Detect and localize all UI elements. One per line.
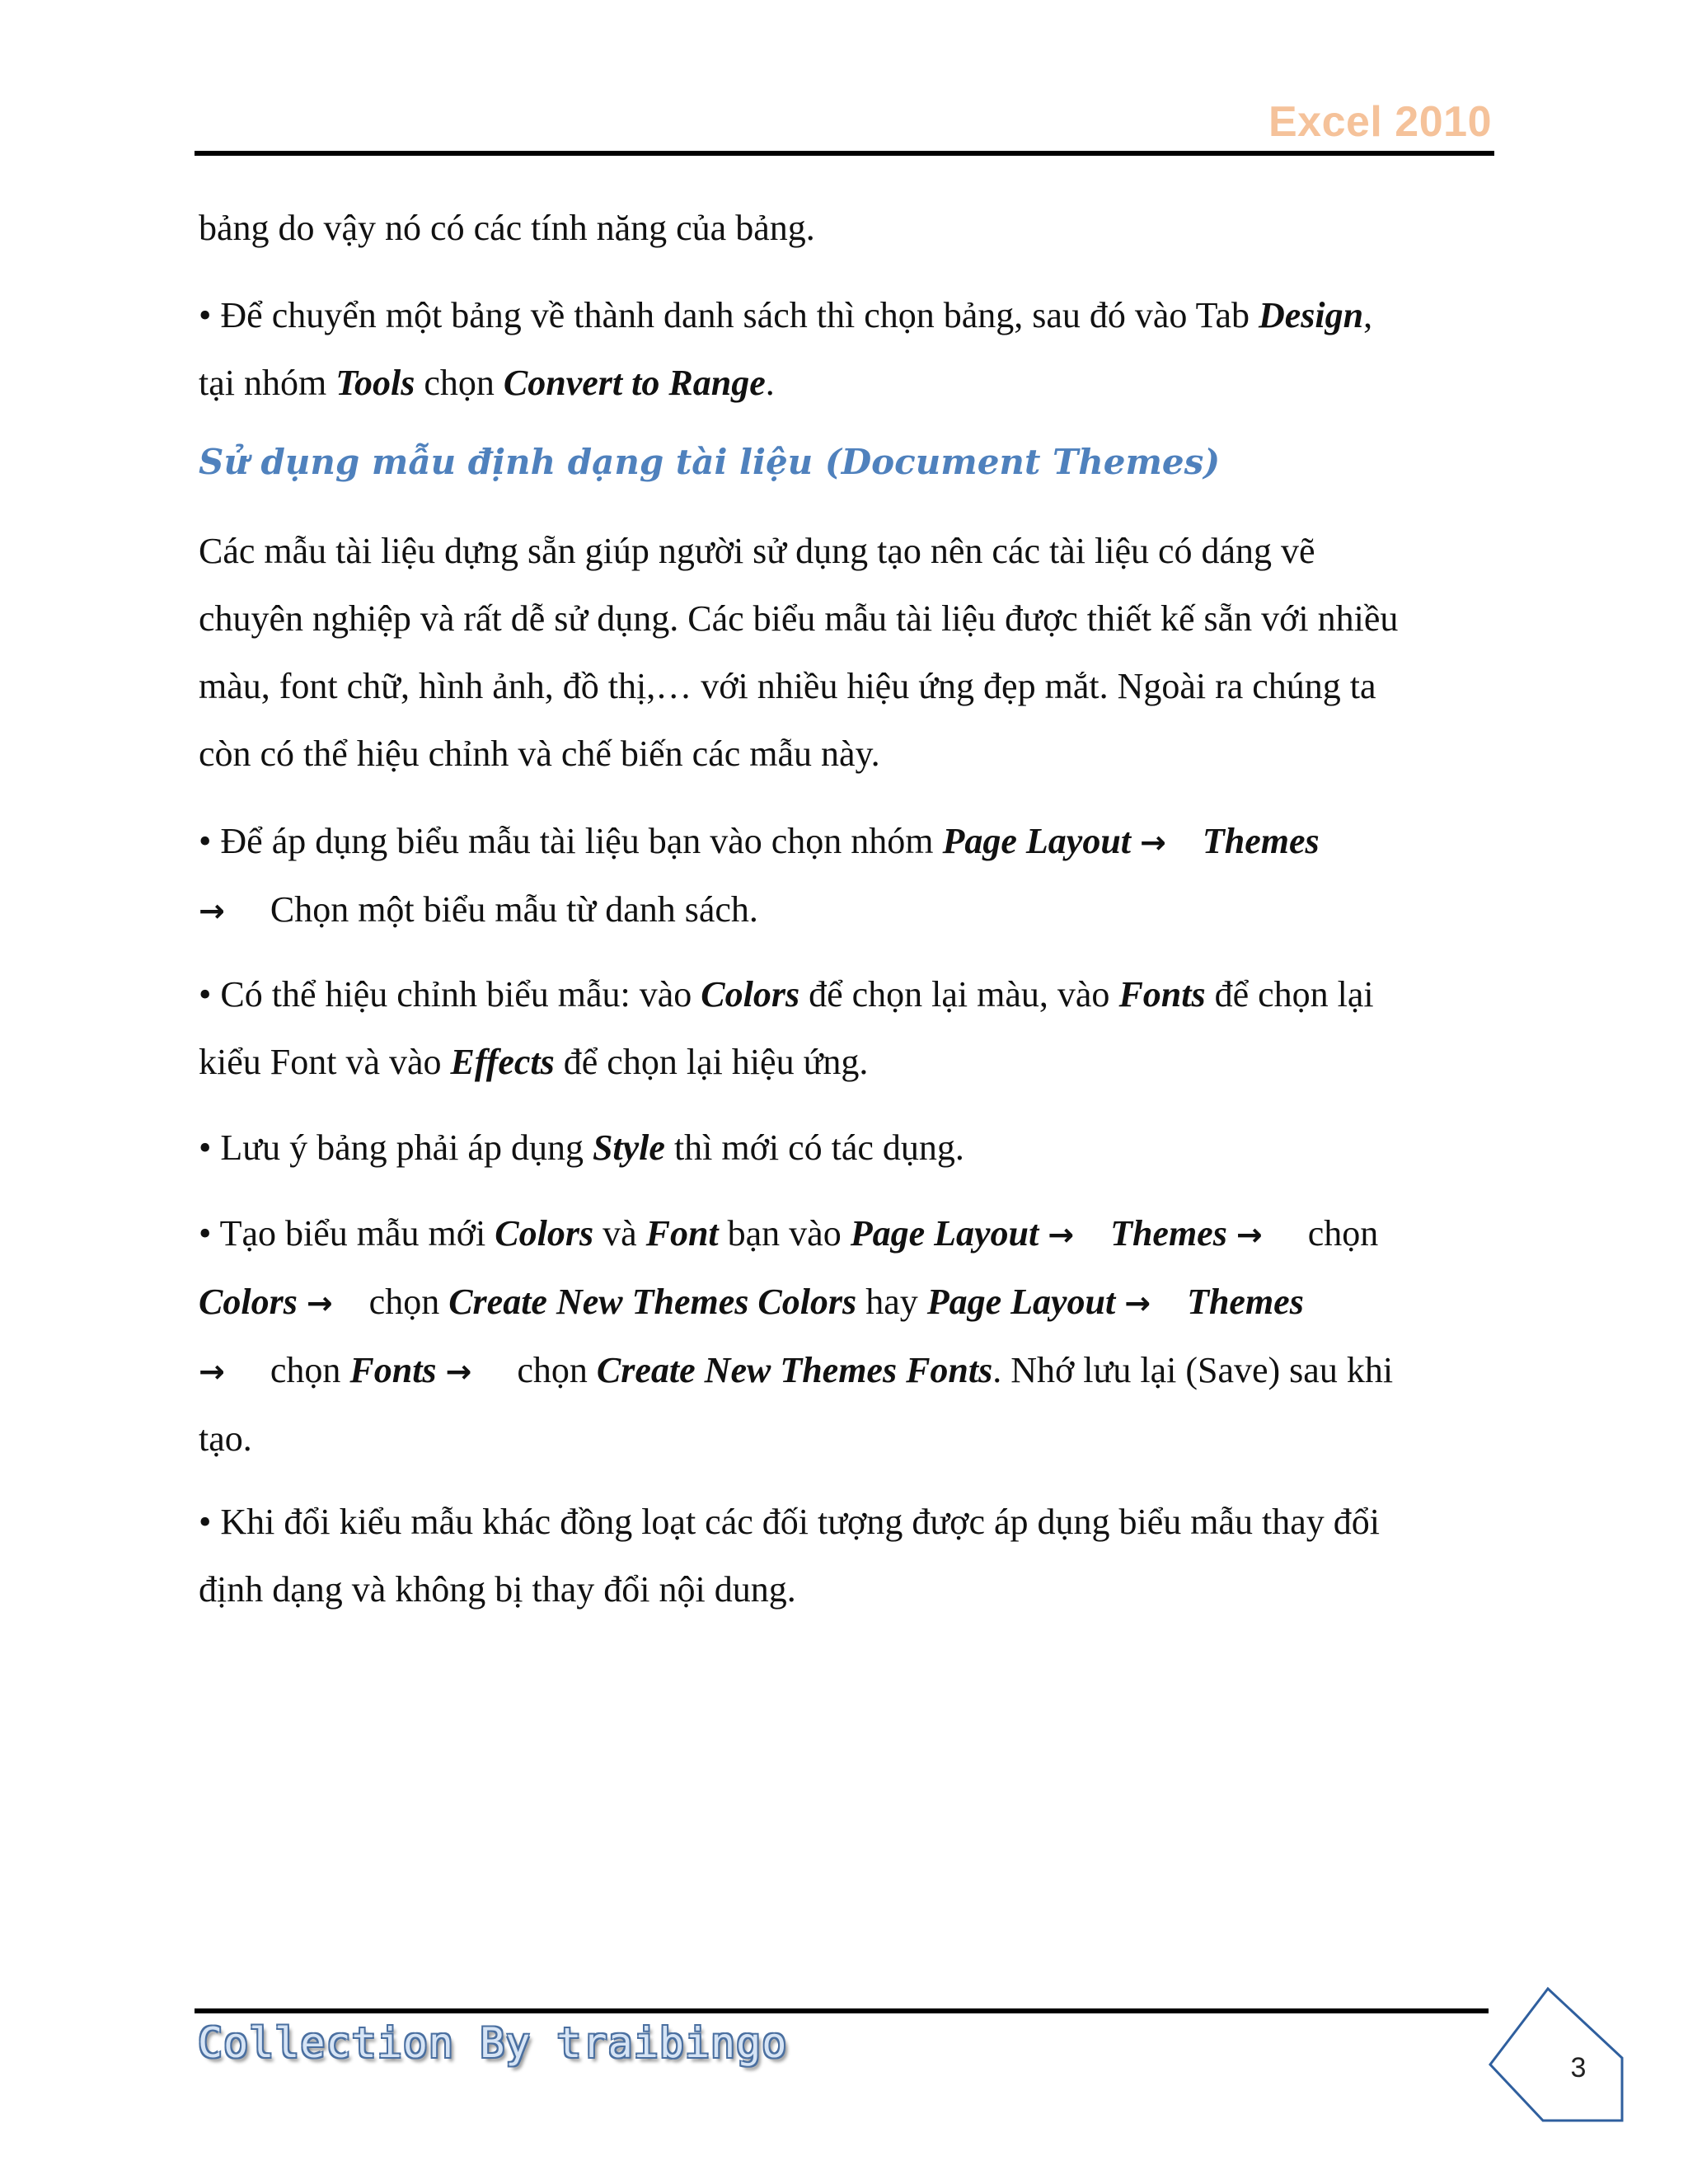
text-run: và [593,1213,646,1254]
emphasis-tools: Tools [335,363,415,403]
emphasis-convert-to-range: Convert to Range [503,363,766,403]
paragraph-apply-theme [199,808,1501,944]
arrow-right-icon: → [445,1353,472,1390]
emphasis-themes: Themes [1187,1282,1304,1322]
arrow-right-icon: → [199,893,225,929]
emphasis-font: Font [645,1213,719,1254]
arrow-right-icon: → [1048,1216,1075,1253]
paragraph-style-note [199,1114,1501,1182]
paragraph-create-theme [199,1200,1501,1473]
text-run: • Lưu ý bảng phải áp dụng [199,1127,593,1168]
paragraph-themes-intro [199,518,1501,788]
text-line: Các mẫu tài liệu dựng sẵn giúp người sử dụng tạo nên các tài liệu có dáng vẽ [199,531,1315,571]
emphasis-page-layout: Page Layout [942,821,1132,861]
text-line: • Khi đổi kiểu mẫu khác đồng loạt các đối tượng được áp dụng biểu mẫu thay đổi [199,1502,1380,1542]
paragraph-text: bảng do vậy nó có các tính năng của bảng. [199,208,815,248]
text-run: bạn vào [718,1213,851,1254]
emphasis-themes: Themes [1110,1213,1227,1254]
text-line: định dạng và không bị thay đổi nội dung. [199,1569,796,1610]
text-run: để chọn lại [1205,974,1374,1015]
paragraph-customize-theme [199,961,1501,1096]
emphasis-colors: Colors [199,1282,298,1322]
emphasis-themes: Themes [1202,821,1320,861]
emphasis-design: Design [1258,295,1364,335]
text-run: chọn [368,1282,449,1322]
header-rule [195,151,1494,156]
emphasis-create-new-themes-fonts: Create New Themes Fonts [596,1350,993,1390]
text-run: thì mới có tác dụng. [664,1127,964,1168]
arrow-right-icon: → [1140,824,1166,860]
text-line: còn có thể hiệu chỉnh và chế biến các mẫu này. [199,733,880,774]
text-run: • Để áp dụng biểu mẫu tài liệu bạn vào chọn nhóm [199,821,943,861]
text-line: chuyên nghiệp và rất dễ sử dụng. Các biểu mẫu tài liệu được thiết kế sẵn với nhiều [199,598,1399,639]
text-run: tại nhóm [199,363,336,403]
paragraph-continuation [199,194,1501,262]
page-number: 3 [1570,2052,1587,2083]
paragraph-change-theme [199,1488,1501,1624]
text-run: để chọn lại hiệu ứng. [554,1042,869,1082]
footer-collection-text: Collection By traibingo [198,2019,788,2067]
text-run: kiểu Font và vào [199,1042,451,1082]
arrow-right-icon: → [199,1353,225,1390]
text-line: màu, font chữ, hình ảnh, đồ thị,… với nhiều hiệu ứng đẹp mắt. Ngoài ra chúng ta [199,666,1376,706]
emphasis-fonts: Fonts [349,1350,437,1390]
text-run: chọn [517,1350,597,1390]
paragraph-convert-table [199,282,1501,417]
text-run: . [765,363,775,403]
arrow-right-icon: → [306,1285,333,1321]
section-heading: Sử dụng mẫu định dạng tài liệu (Document Themes) [199,442,1221,482]
text-run: chọn [270,1350,350,1390]
text-run: Chọn một biểu mẫu từ danh sách. [270,889,758,930]
text-run: chọn [1307,1213,1379,1254]
arrow-right-icon: → [1124,1285,1151,1321]
text-run: để chọn lại màu, vào [799,974,1119,1015]
text-run: • Để chuyển một bảng về thành danh sách thì chọn bảng, sau đó vào Tab [199,295,1259,335]
emphasis-page-layout: Page Layout [850,1213,1039,1254]
text-run: hay [856,1282,927,1322]
text-run: . Nhớ lưu lại (Save) sau khi [992,1350,1394,1390]
emphasis-page-layout: Page Layout [926,1282,1116,1322]
emphasis-fonts: Fonts [1118,974,1206,1015]
text-run: , [1363,295,1373,335]
text-run: tạo. [199,1418,252,1459]
emphasis-colors: Colors [701,974,800,1015]
text-run: chọn [415,363,504,403]
emphasis-effects: Effects [450,1042,555,1082]
emphasis-colors: Colors [495,1213,594,1254]
arrow-right-icon: → [1236,1216,1263,1253]
text-run: • Có thể hiệu chỉnh biểu mẫu: vào [199,974,701,1015]
text-run: • Tạo biểu mẫu mới [199,1213,495,1254]
emphasis-style: Style [592,1127,665,1168]
emphasis-create-new-themes-colors: Create New Themes Colors [448,1282,857,1322]
header-title: Excel 2010 [1268,98,1492,146]
footer-rule [195,2008,1489,2013]
